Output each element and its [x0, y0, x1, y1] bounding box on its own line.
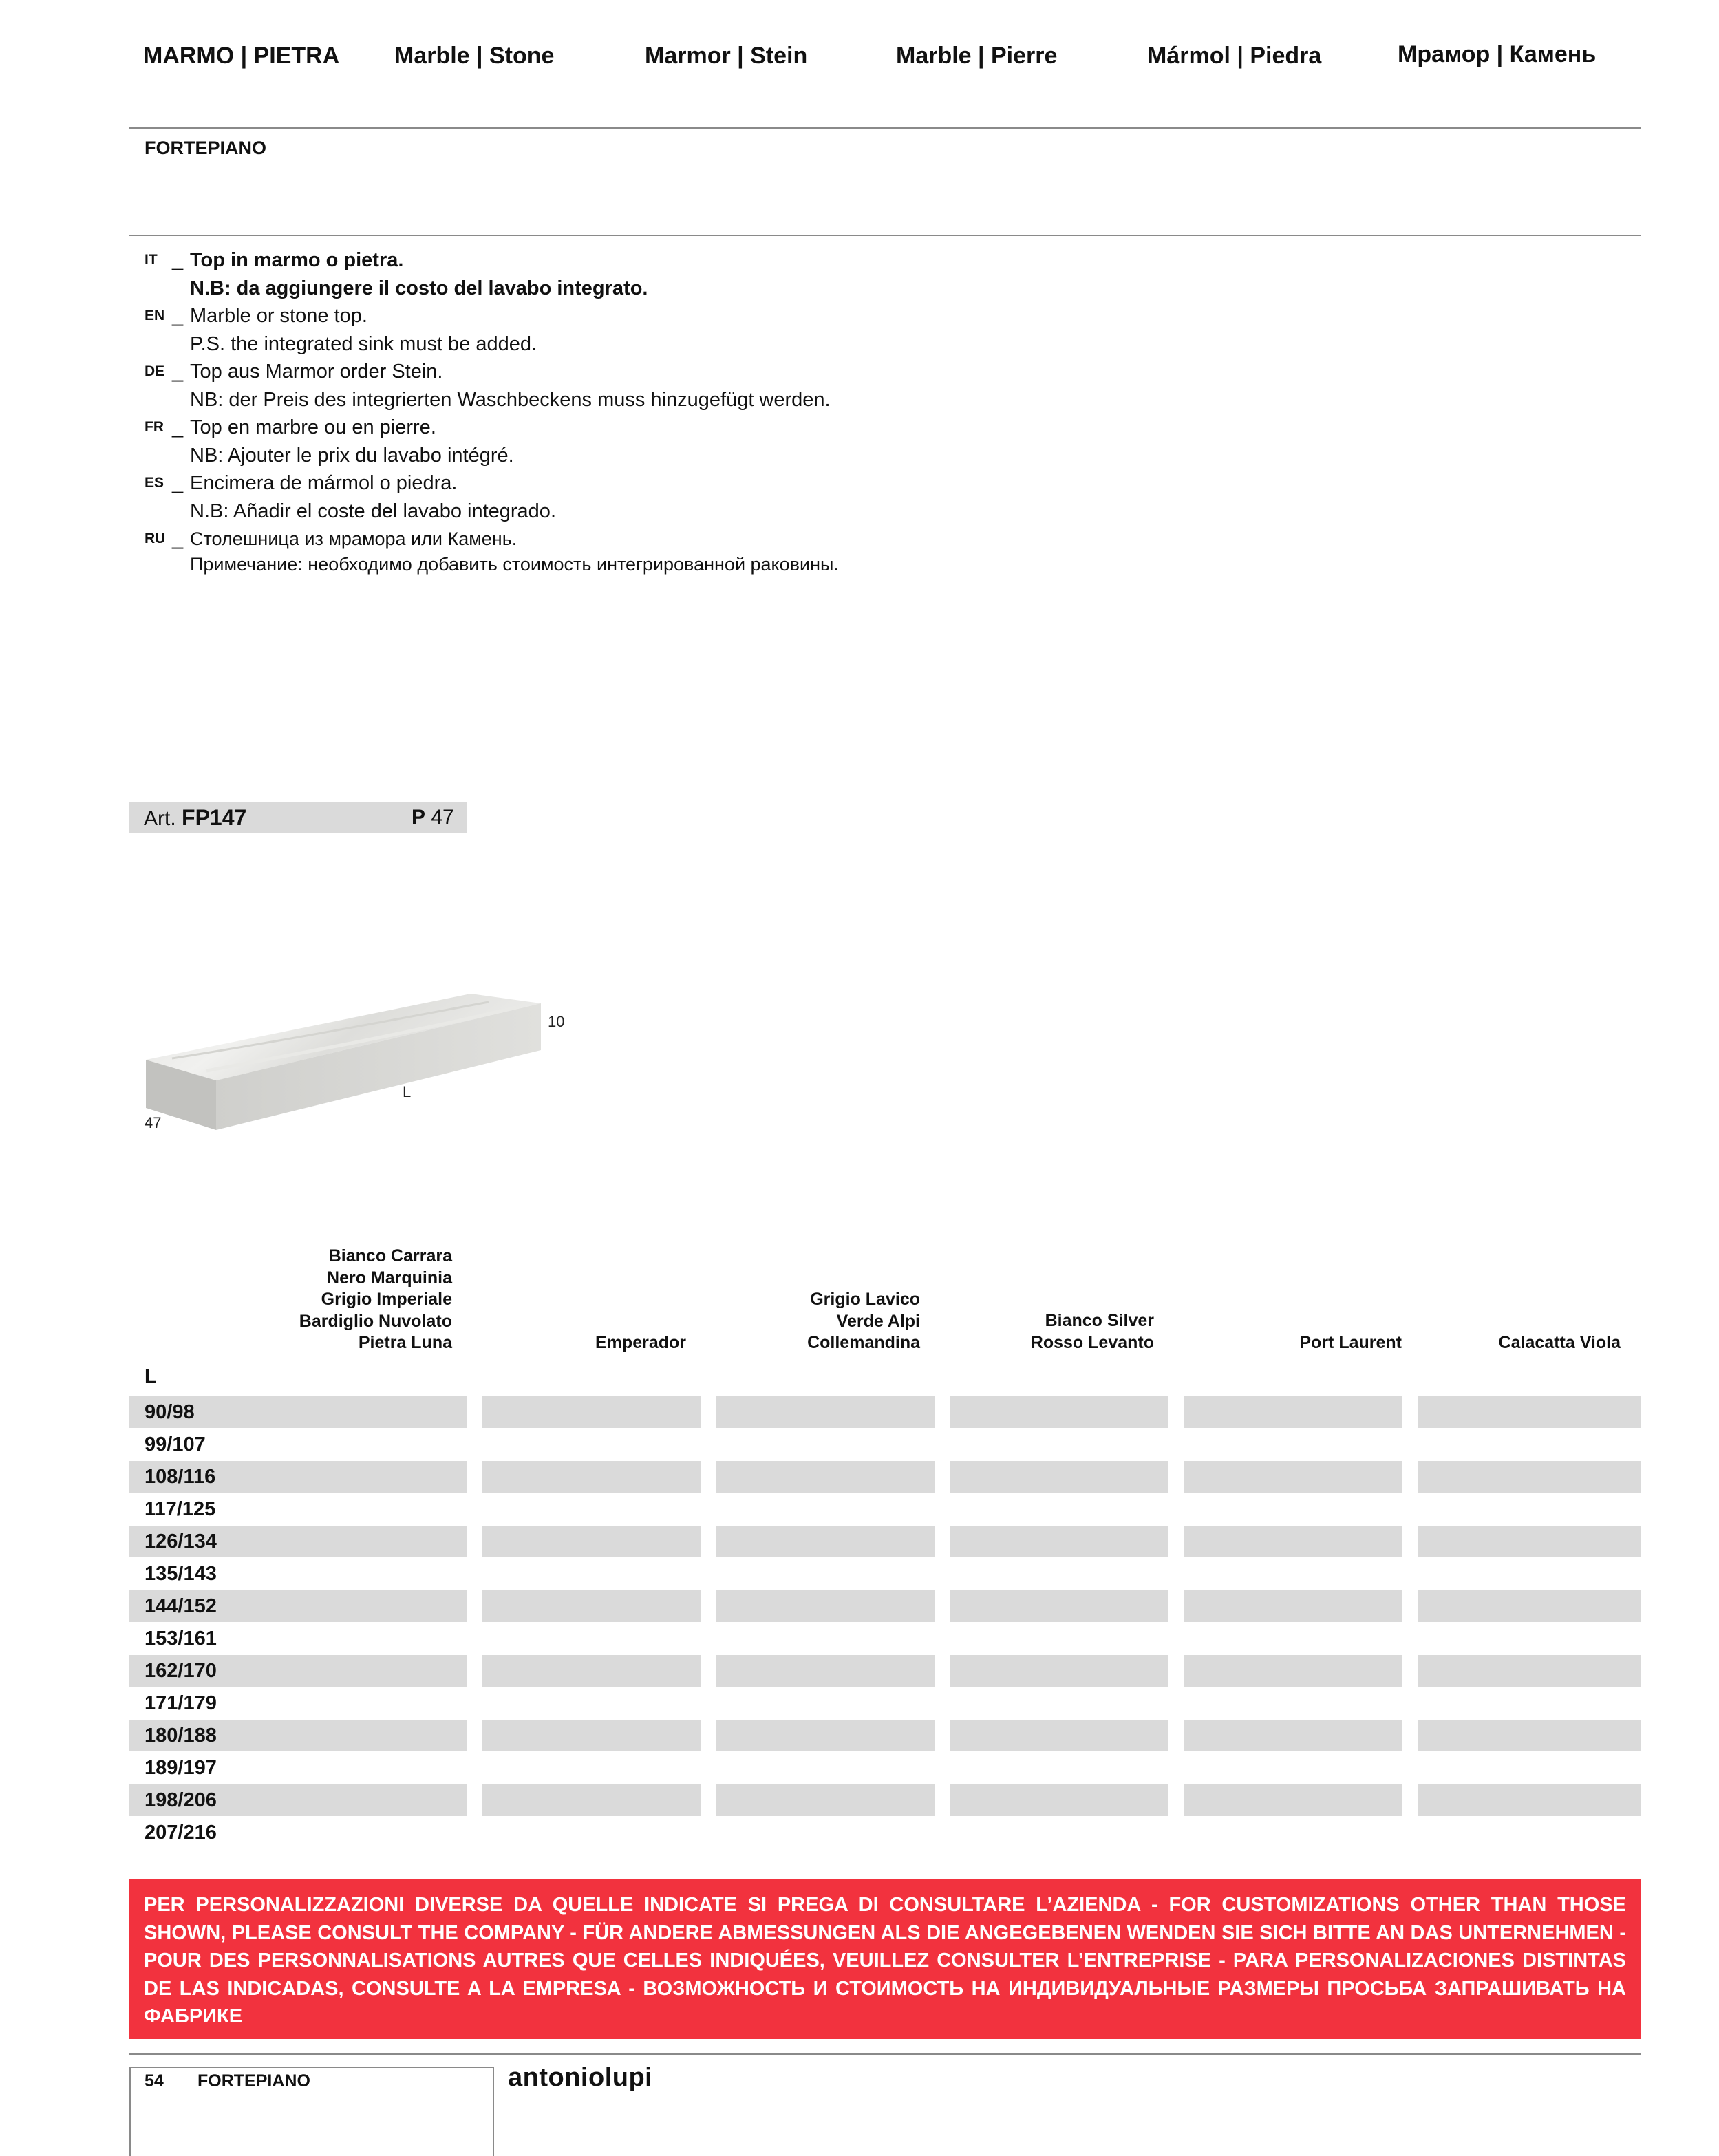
- table-cell: [950, 1526, 1168, 1557]
- header-lang-it: MARMO | PIETRA: [143, 43, 340, 69]
- article-p-label: P: [412, 806, 426, 829]
- table-cell: [1184, 1720, 1402, 1751]
- marble-top-drawing: [131, 977, 599, 1156]
- underscore: _: [172, 361, 184, 383]
- dimension-height: 10: [548, 1013, 565, 1030]
- lang-code-es: ES: [145, 475, 164, 491]
- header-divider: [129, 127, 1641, 129]
- article-code: FP147: [182, 805, 247, 830]
- table-row-label: 180/188: [145, 1725, 217, 1747]
- article-bar: [129, 802, 467, 833]
- table-cell: [950, 1720, 1168, 1751]
- table-cell: [1418, 1526, 1641, 1557]
- table-cell: [1418, 1461, 1641, 1493]
- column-header-6: Calacatta Viola: [1498, 1333, 1621, 1352]
- table-cell: [1418, 1590, 1641, 1622]
- description-line: Top en marbre ou en pierre.: [190, 416, 436, 438]
- description-line: N.B: da aggiungere il costo del lavabo integrato.: [190, 277, 648, 299]
- table-cell: [716, 1461, 935, 1493]
- header-lang-fr: Marble | Pierre: [896, 43, 1058, 69]
- lang-code-ru: RU: [145, 531, 166, 546]
- description-line: P.S. the integrated sink must be added.: [190, 332, 537, 355]
- description-block: [145, 246, 1177, 578]
- table-cell: [716, 1590, 935, 1622]
- footer-section: FORTEPIANO: [197, 2071, 310, 2091]
- table-cell: [482, 1461, 701, 1493]
- table-row-label: 171/179: [145, 1692, 217, 1714]
- table-cell: [716, 1720, 935, 1751]
- column-header-4: Bianco Silver Rosso Levanto: [1030, 1311, 1154, 1352]
- table-row-label: 162/170: [145, 1660, 217, 1682]
- table-cell: [950, 1655, 1168, 1687]
- lang-code-fr: FR: [145, 419, 164, 435]
- table-cell: [1184, 1590, 1402, 1622]
- underscore: _: [172, 305, 184, 327]
- lang-code-de: DE: [145, 363, 165, 379]
- table-row-label: 207/216: [145, 1822, 217, 1844]
- table-cell: [1184, 1461, 1402, 1493]
- section-title: FORTEPIANO: [145, 138, 267, 158]
- underscore: _: [172, 416, 184, 438]
- customization-notice: [129, 1879, 1641, 2039]
- notice-text: PER PERSONALIZZAZIONI DIVERSE DA QUELLE INDICATE SI PREGA DI CONSULTARE L’AZIENDA - FOR CUSTOMIZATIONS OTHER THAN THOSE SHOWN, PLEASE CONSULT THE COMPANY - FÜR ANDERE ABMESSUNGEN ALS DIE ANGEGEBENEN WENDEN SIE SICH BITTE AN DAS UNTERNEHMEN - POUR DES PERSONNALISATIONS AUTRES QUE CELLES INDIQUÉES, VEUILLEZ CONSULTER L’ENTREPRISE - PARA PERSONALIZACIONES DISTINTAS DE LAS INDICADAS, CONSULTE A LA EMPRESA - ВОЗМОЖНОСТЬ И СТОИМОСТЬ НА ИНДИВИДУАЛЬНЫЕ РАЗМЕРЫ ПРОСЬБА ЗАПРАШИВАТЬ НА ФАБРИКЕ: [144, 1894, 1626, 2027]
- table-cell: [482, 1720, 701, 1751]
- table-row-label: 135/143: [145, 1563, 217, 1585]
- table-cell: [1418, 1396, 1641, 1428]
- table-cell: [1184, 1784, 1402, 1816]
- table-cell: [950, 1590, 1168, 1622]
- description-line: Top in marmo o pietra.: [190, 249, 404, 271]
- table-row-label: 189/197: [145, 1757, 217, 1779]
- table-row-label: 99/107: [145, 1433, 206, 1455]
- description-line: Top aus Marmor order Stein.: [190, 361, 443, 383]
- table-cell: [1418, 1784, 1641, 1816]
- dimension-depth: 47: [145, 1114, 162, 1131]
- table-cell: [482, 1655, 701, 1687]
- article-prefix: Art.: [144, 807, 176, 830]
- article-p-value: 47: [431, 806, 454, 829]
- table-cell: [1418, 1655, 1641, 1687]
- header-lang-en: Marble | Stone: [394, 43, 555, 69]
- table-cell: [482, 1590, 701, 1622]
- description-line: Примечание: необходимо добавить стоимость интегрированной раковины.: [190, 553, 839, 575]
- description-line: NB: Ajouter le prix du lavabo intégré.: [190, 444, 514, 467]
- table-cell: [482, 1396, 701, 1428]
- table-cell: [716, 1784, 935, 1816]
- underscore: _: [172, 249, 184, 271]
- table-cell: [1418, 1720, 1641, 1751]
- table-row-label: 108/116: [145, 1466, 216, 1488]
- lang-code-en: EN: [145, 308, 165, 323]
- description-line: N.B: Añadir el coste del lavabo integrado.: [190, 500, 556, 522]
- table-row-label: 144/152: [145, 1595, 217, 1617]
- length-label: L: [145, 1366, 157, 1388]
- column-header-3: Grigio Lavico Verde Alpi Collemandina: [807, 1290, 920, 1352]
- header-lang-de: Marmor | Stein: [645, 43, 808, 69]
- column-header-1: Bianco Carrara Nero Marquinia Grigio Imperiale Bardiglio Nuvolato Pietra Luna: [299, 1246, 452, 1352]
- footer-box: [129, 2067, 494, 2156]
- table-cell: [482, 1784, 701, 1816]
- table-cell: [716, 1655, 935, 1687]
- underscore: _: [172, 528, 184, 550]
- table-cell: [950, 1784, 1168, 1816]
- table-cell: [1184, 1526, 1402, 1557]
- section-divider: [129, 235, 1641, 236]
- page-number: 54: [145, 2071, 164, 2091]
- table-row-label: 126/134: [145, 1530, 217, 1552]
- table-row-label: 90/98: [145, 1401, 195, 1423]
- table-row-label: 153/161: [145, 1627, 217, 1650]
- table-cell: [950, 1461, 1168, 1493]
- description-line: NB: der Preis des integrierten Waschbeckens muss hinzugefügt werden.: [190, 388, 831, 411]
- underscore: _: [172, 472, 184, 494]
- description-line: Столешница из мрамора или Камень.: [190, 529, 517, 549]
- table-cell: [716, 1526, 935, 1557]
- description-line: Encimera de mármol o piedra.: [190, 472, 458, 494]
- description-line: Marble or stone top.: [190, 305, 367, 327]
- table-cell: [950, 1396, 1168, 1428]
- table-row-label: 117/125: [145, 1498, 216, 1520]
- column-header-5: Port Laurent: [1299, 1333, 1402, 1352]
- dimension-length: L: [403, 1083, 412, 1100]
- column-header-2: Emperador: [595, 1333, 686, 1352]
- table-cell: [1184, 1396, 1402, 1428]
- brand-logo: antoniolupi: [508, 2063, 653, 2092]
- table-row-label: 198/206: [145, 1789, 217, 1811]
- lang-code-it: IT: [145, 252, 158, 268]
- table-cell: [482, 1526, 701, 1557]
- table-cell: [716, 1396, 935, 1428]
- header-lang-ru: Мрамор | Камень: [1398, 41, 1597, 67]
- table-cell: [1184, 1655, 1402, 1687]
- footer-divider: [129, 2053, 1641, 2055]
- header-lang-es: Mármol | Piedra: [1147, 43, 1322, 69]
